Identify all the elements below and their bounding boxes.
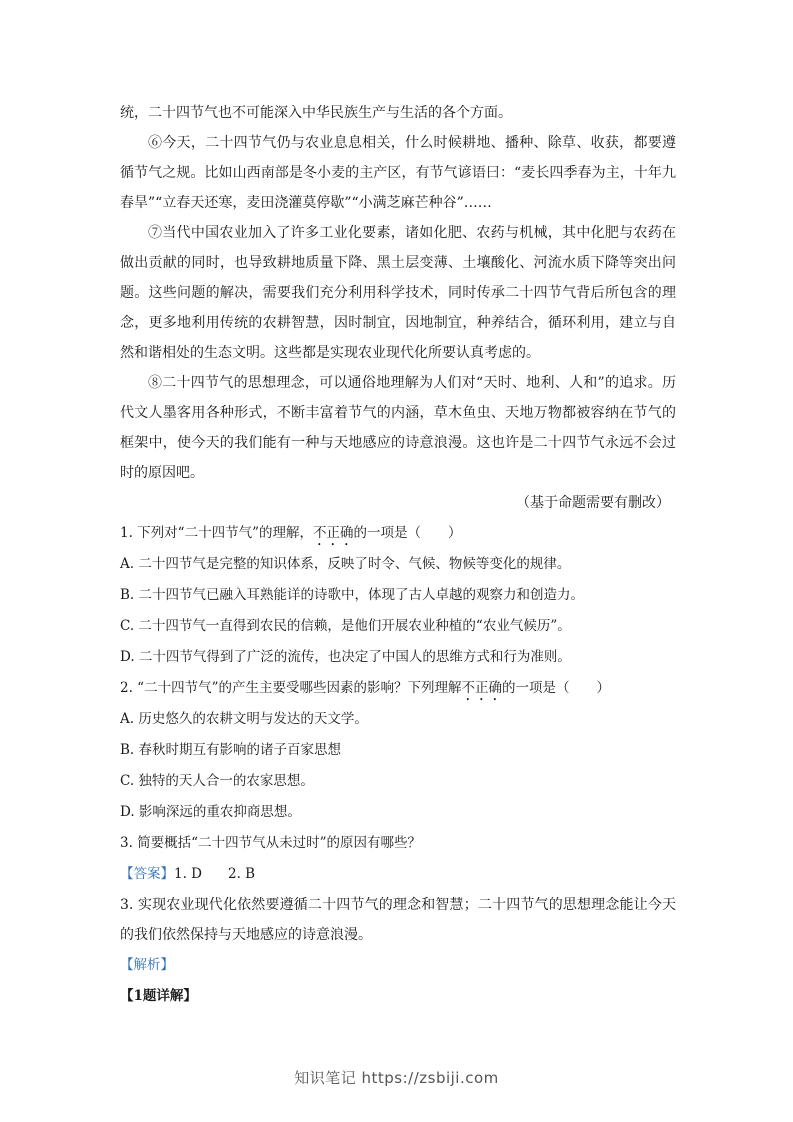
question-2-stem-emphasis: 不正确 — [461, 680, 502, 696]
passage-paragraph-6: ⑥今天，二十四节气仍与农业息息相关，什么时候耕地、播种、除草、收获，都要遵循节气之规。比如山西南部是冬小麦的主产区，有节气谚语曰：“麦长四季春为主，十年九春旱”“立春天还寒，麦田浇灌莫停歇”“小满芝麻芒种谷”…… — [120, 135, 676, 211]
question-1-option-a: A. 二十四节气是完整的知识体系，反映了时令、气候、物候等变化的规律。 — [120, 556, 571, 572]
document-page — [120, 98, 676, 1012]
question-2 — [120, 673, 676, 828]
question-1-stem-emphasis: 不正确 — [312, 525, 354, 541]
question-3-stem: 3. 简要概括“二十四节气从未过时”的原因有哪些？ — [120, 835, 421, 851]
analysis-label-text: 【解析】 — [120, 957, 174, 973]
answer-label: 【答案】 — [120, 866, 174, 882]
answer-2: 2. B — [228, 866, 256, 882]
question-2-option-b: B. 春秋时期互有影响的诸子百家思想 — [120, 742, 342, 758]
question-2-option-a: A. 历史悠久的农耕文明与发达的天文学。 — [120, 711, 368, 727]
answer-3: 3. 实现农业现代化依然要遵循二十四节气的理念和智慧；二十四节气的思想理念能让今天的我们依然保持与天地感应的诗意浪漫。 — [120, 897, 676, 943]
passage-paragraph-8: ⑧二十四节气的思想理念，可以通俗地理解为人们对“天时、地利、人和”的追求。历代文人墨客用各种形式，不断丰富着节气的内涵，草木鱼虫、天地万物都被容纳在节气的框架中，使今天的我们能有一种与天地感应的诗意浪漫。这也许是二十四节气永远不会过时的原因吧。 — [120, 375, 676, 481]
question-1 — [120, 518, 676, 673]
question-2-stem-pre: 2. “二十四节气”的产生主要受哪些因素的影响？下列理解 — [120, 680, 462, 696]
answer-1: 1. D — [174, 866, 202, 882]
question-1-stem-post: 的一项是（ ） — [353, 525, 462, 541]
question-1-option-d: D. 二十四节气得到了广泛的流传，也决定了中国人的思维方式和行为准则。 — [120, 649, 571, 665]
passage-source-note: （基于命题需要有删改） — [516, 495, 670, 511]
passage-paragraph-5-continuation: 统，二十四节气也不可能深入中华民族生产与生活的各个方面。 — [120, 105, 512, 121]
passage-paragraph-7: ⑦当代中国农业加入了许多工业化要素，诸如化肥、农药与机械，其中化肥与农药在做出贡献的同时，也导致耕地质量下降、黑土层变薄、土壤酸化、河流水质下降等突出问题。这些问题的解决，需要我们充分利用科学技术，同时传承二十四节气背后所包含的理念，更多地利用传统的农耕智慧，因时制宜，因地制宜，种养结合，循环利用，建立与自然和谐相处的生态文明。这些都是实现农业现代化所要认真考虑的。 — [120, 225, 676, 361]
question-1-option-b: B. 二十四节气已融入耳熟能详的诗歌中，体现了古人卓越的观察力和创造力。 — [120, 587, 585, 603]
question-1-option-c: C. 二十四节气一直得到农民的信赖，是他们开展农业种植的“农业气候历”。 — [120, 618, 571, 634]
analysis-detail-heading: 【1题详解】 — [120, 988, 197, 1004]
question-1-stem — [120, 518, 676, 549]
analysis-label — [120, 950, 676, 981]
question-2-stem — [120, 673, 676, 704]
question-2-option-d: D. 影响深远的重农抑商思想。 — [120, 804, 301, 820]
footer-watermark: 知识笔记 https://zsbiji.com — [294, 1069, 499, 1087]
answer-line — [120, 859, 676, 890]
question-2-option-c: C. 独特的天人合一的农家思想。 — [120, 773, 314, 789]
question-2-stem-post: 的一项是（ ） — [501, 680, 610, 696]
question-1-stem-pre: 1. 下列对“二十四节气”的理解， — [120, 525, 313, 541]
